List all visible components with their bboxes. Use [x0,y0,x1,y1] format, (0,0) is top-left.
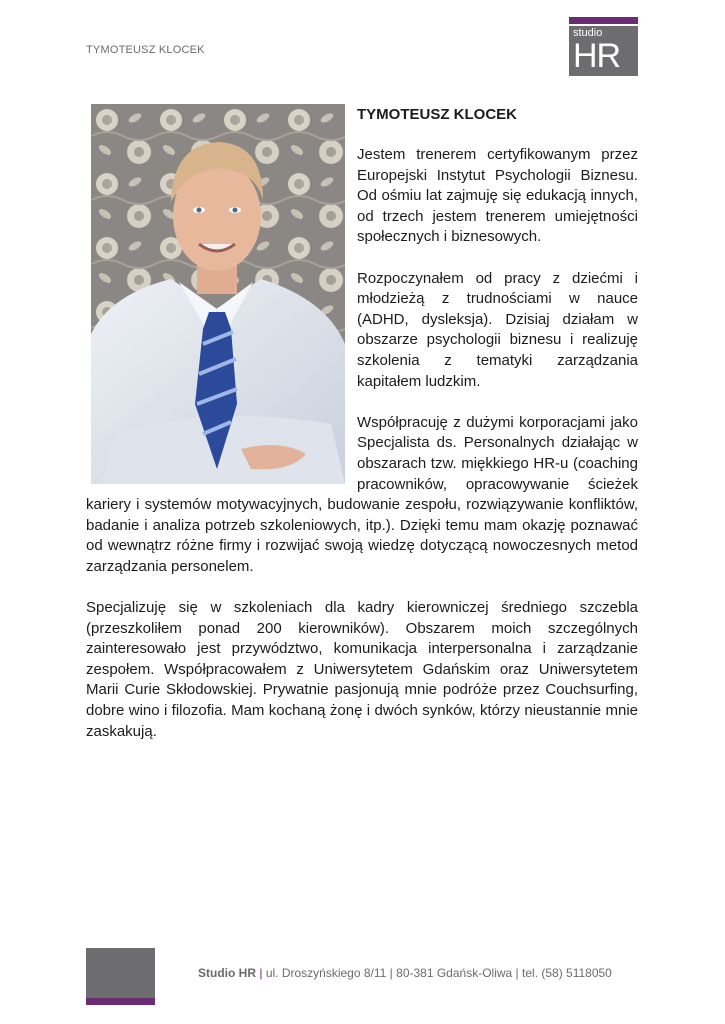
footer-address: ul. Droszyńskiego 8/11 [265,966,387,980]
studio-hr-logo [569,17,638,76]
paragraph-1: Jestem trenerem certyfikowanym przez Europejski Instytut Psychologii Biznesu. Od ośmiu lat zajmuję się edukacją innych, od trzech jestem trenerem umiejętności społecznych i biznesowych. [357,146,638,246]
header-name: TYMOTEUSZ KLOCEK [86,44,205,56]
footer-accent-bar [86,998,155,1005]
article-title: TYMOTEUSZ KLOCEK [357,106,517,123]
footer-separator-2: | [389,966,393,980]
photo-text-wrap-spacer [86,104,357,488]
footer-separator-1: | [259,966,263,980]
footer-phone: tel. (58) 5118050 [522,966,612,980]
footer-city: 80-381 Gdańsk-Oliwa [396,966,513,980]
paragraph-2: Rozpoczynałem od pracy z dziećmi i młodzieżą z trudnościami w nauce (ADHD, dysleksja). Dzisiaj działam w obszarze psychologii biznesu i realizuję szkolenia z tematyki zarządzania kapitałem ludzkim. [357,269,638,390]
logo-accent-bar [569,17,638,24]
footer-contact [198,966,612,980]
article-body [86,104,638,763]
footer-gray-square [86,948,155,998]
paragraph-4: Specjalizuję się w szkoleniach dla kadry kierowniczej średniego szczebla (przeszkoliłem ponad 200 kierowników). Obszarem moich szczególnych zainteresowało jest przywództwo, komunikacja interpersonalna i zarządzanie zespołem. Współpracowałem z Uniwersytetem Gdańskim oraz Uniwersytetem Marii Curie Skłodowskiej. Prywatnie pasjonują mnie podróże przez Couchsurfing, dobre wino i filozofia. Mam kochaną żonę i dwóch synków, którzy nieustannie mnie zaskakują. [86,599,638,740]
logo-hr-text: HR [573,37,621,75]
footer-separator-3: | [515,966,519,980]
footer-company: Studio HR [198,966,256,980]
paragraph-3: Współpracuję z dużymi korporacjami jako Specjalista ds. Personalnych działając w obszarach tzw. miękkiego HR-u (coaching pracowników, opracowywanie ścieżek kariery i systemów motywacyjnych, budowanie zespołu, rozwiązywanie konfliktów, badanie i analiza potrzeb szkoleniowych, itp.). Dzięki temu mam okazję poznawać od wewnątrz różne firmy i rozwijać swoją wiedzę dotyczącą nowoczesnych metod zarządzania personelem. [86,413,638,575]
logo-studio-text: studio [573,27,603,39]
